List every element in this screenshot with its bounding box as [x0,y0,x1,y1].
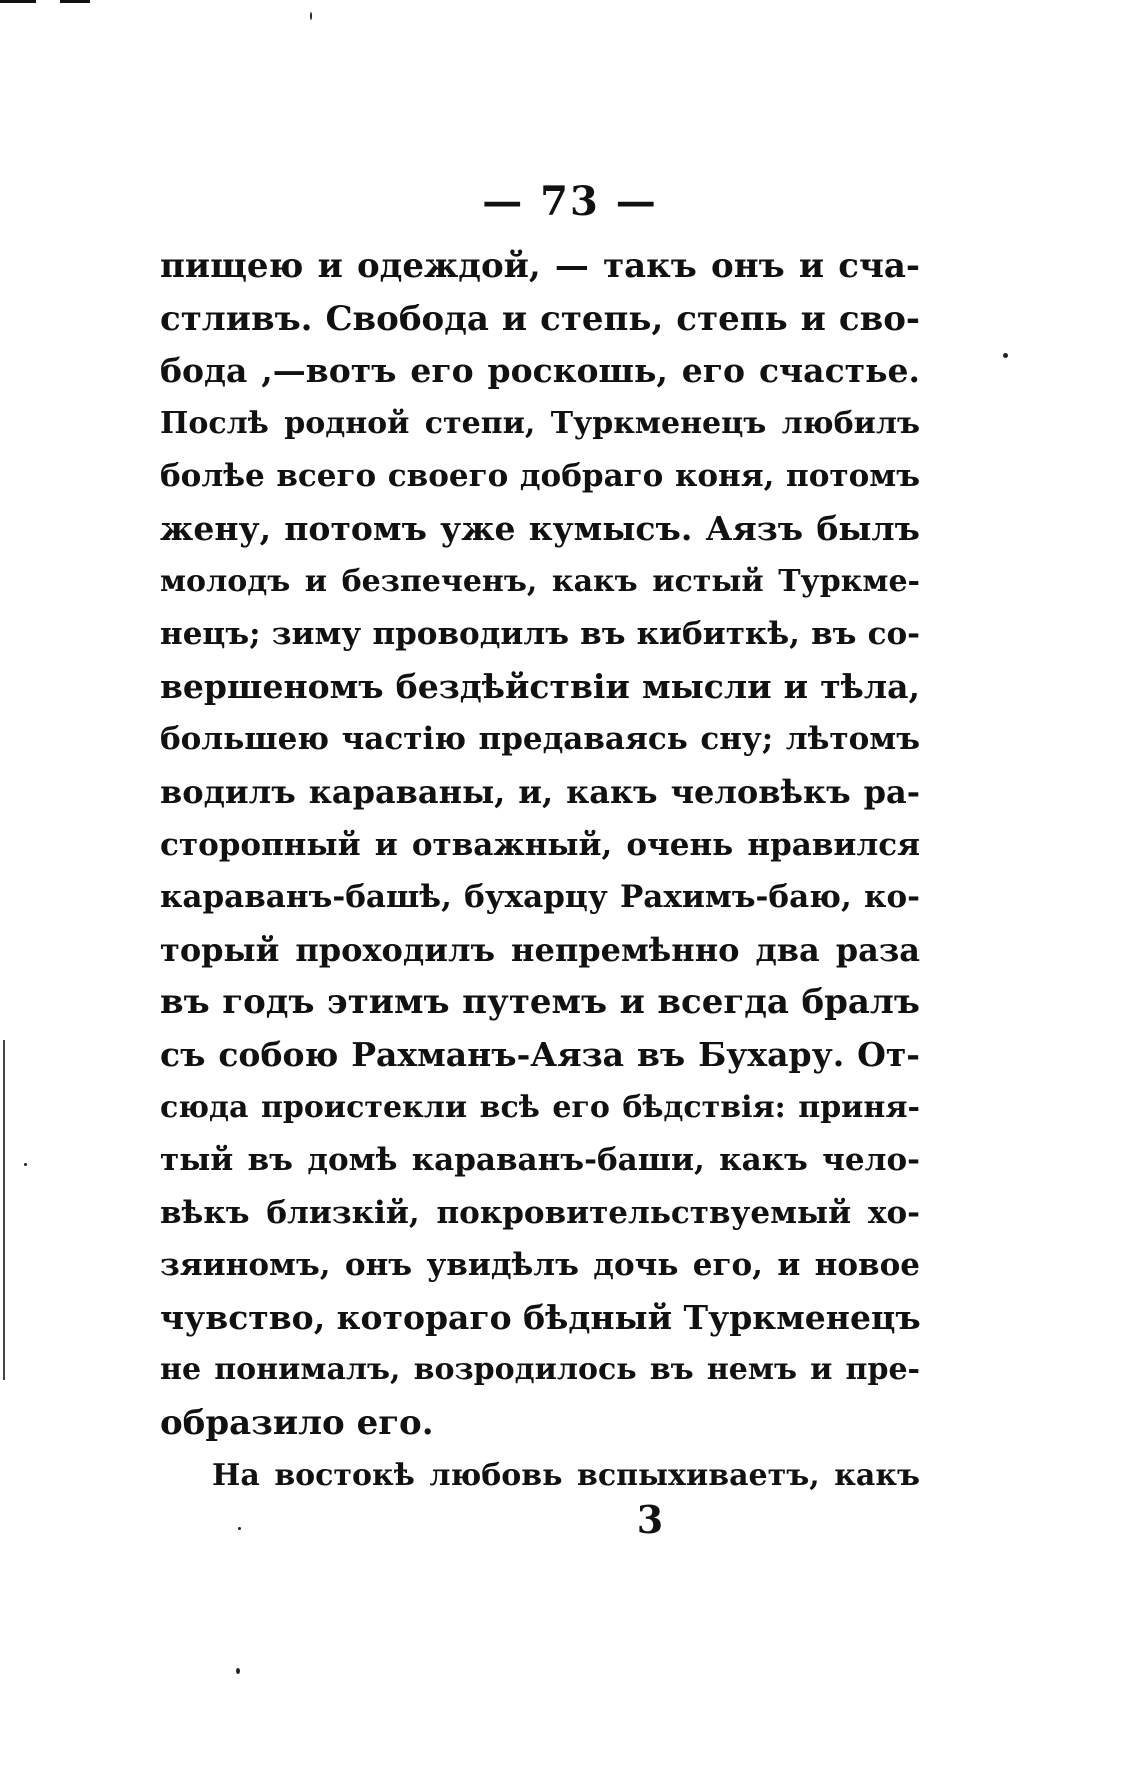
text-line: сюда проистекли всѣ его бѣдствія: приня- [160,1089,920,1125]
speck [236,1668,240,1674]
text-line: не понималъ, возродилось въ немъ и пре- [160,1352,920,1388]
speck [1003,353,1008,358]
text-line: большею частію предаваясь сну; лѣтомъ [160,721,920,758]
text-line: бода ,—вотъ его роскошь, его счастье. [160,351,920,391]
text-line: водилъ караваны, и, какъ человѣкъ ра- [160,772,920,811]
text-line: съ собою Рахманъ-Аяза въ Бухару. От- [160,1034,920,1074]
text-line: торый проходилъ непремѣнно два раза [160,930,920,969]
text-line: вѣкъ близкій, покровительствуемый хо- [160,1194,920,1231]
scan-edge-line [3,1040,5,1380]
text-line: тый въ домѣ караванъ-баши, какъ чело- [160,1142,920,1179]
text-line: въ годъ этимъ путемъ и всегда бралъ [160,982,920,1023]
text-line: сторопный и отважный, очень нравился [160,826,920,863]
text-line: вершеномъ бездѣйствіи мысли и тѣла, [160,666,920,706]
page-number-header: — 73 — [482,178,658,225]
text-line: чувство, котораго бѣдный Туркменецъ [160,1297,921,1337]
signature-mark: 3 [636,1497,664,1542]
text-line: молодъ и безпеченъ, какъ истый Туркме- [160,563,920,599]
text-line: жену, потомъ уже кумысъ. Аязъ былъ [160,508,920,548]
text-line: Послѣ родной степи, Туркменецъ любилъ [160,405,920,441]
text-line-paragraph-end: образило его. [160,1403,434,1444]
text-line: нецъ; зиму проводилъ въ кибиткѣ, въ со- [160,616,920,653]
text-line: стливъ. Свобода и степь, степь и сво- [160,298,920,339]
text-line: караванъ-башѣ, бухарцу Рахимъ-баю, ко- [160,879,920,916]
body-text [160,240,920,1502]
text-line-paragraph-start: На востокѣ любовь вспыхиваетъ, какъ [212,1457,920,1493]
text-line: зяиномъ, онъ увидѣлъ дочь его, и новое [160,1247,920,1284]
scan-edge-mark [60,0,90,3]
text-line: болѣе всего своего добраго коня, потомъ [160,458,920,495]
text-line: пищею и одеждой, — такъ онъ и сча- [160,246,920,286]
speck [24,1163,27,1166]
scan-edge-mark [0,0,36,3]
speck [310,12,312,20]
